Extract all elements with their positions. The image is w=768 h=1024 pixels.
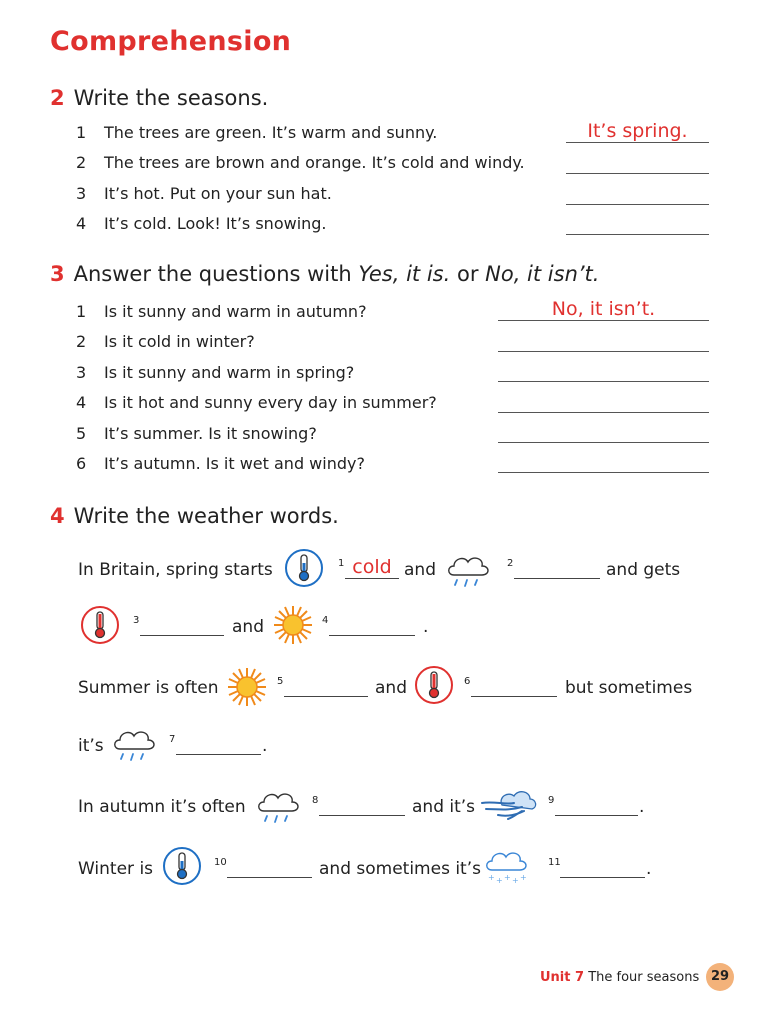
thermometer-cold-icon [284,548,324,588]
blank-number: 2 [507,558,514,569]
blank-answer[interactable] [560,859,645,878]
weather-text: In Britain, spring starts [78,560,273,580]
page-number: 29 [706,963,734,991]
blank-answer[interactable] [555,797,638,816]
answer-line[interactable] [566,216,709,235]
answer-line[interactable] [498,454,709,473]
blank-answer[interactable] [140,617,224,636]
blank-answer[interactable] [227,859,312,878]
weather-text: . [262,736,268,756]
snow-cloud-icon [482,848,532,886]
weather-text: In autumn it’s often [78,797,246,817]
list-item: 3 It’s hot. Put on your sun hat. [76,184,332,203]
blank-answer[interactable] [319,797,405,816]
list-item: 1 Is it sunny and warm in autumn? [76,302,367,321]
blank-answer[interactable] [329,617,415,636]
exercise-2-heading [50,86,268,110]
blank-number: 4 [322,615,329,626]
weather-text: and it’s [412,797,476,817]
list-item: 3 Is it sunny and warm in spring? [76,363,355,382]
weather-text: Winter is [78,859,154,879]
blank-number: 3 [133,615,140,626]
blank-answer[interactable] [176,736,261,755]
blank-number: 5 [277,676,284,687]
page-title: Comprehension [50,26,292,57]
blank-number: 6 [464,676,471,687]
exercise-4-heading [50,504,339,528]
answer-line[interactable] [498,394,709,413]
wind-cloud-icon [478,787,542,821]
weather-text: and [232,617,264,637]
list-item: 2 The trees are brown and orange. It’s cold and windy. [76,153,525,172]
blank-number: 9 [548,795,555,806]
answer-line[interactable] [498,333,709,352]
list-item: 2 Is it cold in winter? [76,332,255,351]
weather-text: Summer is often [78,678,219,698]
answer-line[interactable] [566,155,709,174]
rain-cloud-icon [254,787,304,825]
weather-text: . [646,859,652,879]
weather-text: and sometimes it’s [319,859,481,879]
sun-icon [227,667,267,707]
exercise-number: 4 [50,504,65,528]
weather-text: . [639,797,645,817]
weather-text: and [375,678,407,698]
thermometer-hot-icon [80,605,120,645]
blank-number: 8 [312,795,319,806]
exercise-instruction: Write the seasons. [73,86,269,110]
unit-title: The four seasons [588,970,700,985]
sun-icon [273,605,313,645]
blank-number: 11 [548,857,561,868]
rain-cloud-icon [110,725,160,763]
answer-line[interactable] [498,363,709,382]
unit-label: Unit 7 [540,970,585,985]
blank-number: 10 [214,857,227,868]
list-item: 5 It’s summer. Is it snowing? [76,424,317,443]
answer-line[interactable]: It’s spring. [566,124,709,143]
blank-answer[interactable] [284,678,368,697]
answer-line[interactable]: No, it isn’t. [498,302,709,321]
weather-text: . [423,617,429,637]
exercise-number: 3 [50,262,65,286]
exercise-instruction: Write the weather words. [73,504,339,528]
weather-text: it’s [78,736,104,756]
exercise-number: 2 [50,86,65,110]
thermometer-hot-icon [414,665,454,705]
rain-cloud-icon [444,551,494,589]
weather-text: and gets [606,560,681,580]
answer-line[interactable] [498,424,709,443]
weather-text: but sometimes [565,678,693,698]
blank-number: 1 [338,558,345,569]
list-item: 1 The trees are green. It’s warm and sunny. [76,123,438,142]
blank-answer[interactable] [471,678,557,697]
list-item: 4 Is it hot and sunny every day in summer? [76,393,437,412]
exercise-3-heading: 3 Answer the questions with Yes, it is. or No, it isn’t. [50,262,600,286]
blank-answer[interactable]: cold [345,560,399,579]
weather-text: and [404,560,436,580]
list-item: 4 It’s cold. Look! It’s snowing. [76,214,327,233]
blank-number: 7 [169,734,176,745]
thermometer-cold-icon [162,846,202,886]
page-footer [540,970,699,985]
list-item: 6 It’s autumn. Is it wet and windy? [76,454,365,473]
answer-line[interactable] [566,186,709,205]
blank-answer[interactable] [514,560,600,579]
